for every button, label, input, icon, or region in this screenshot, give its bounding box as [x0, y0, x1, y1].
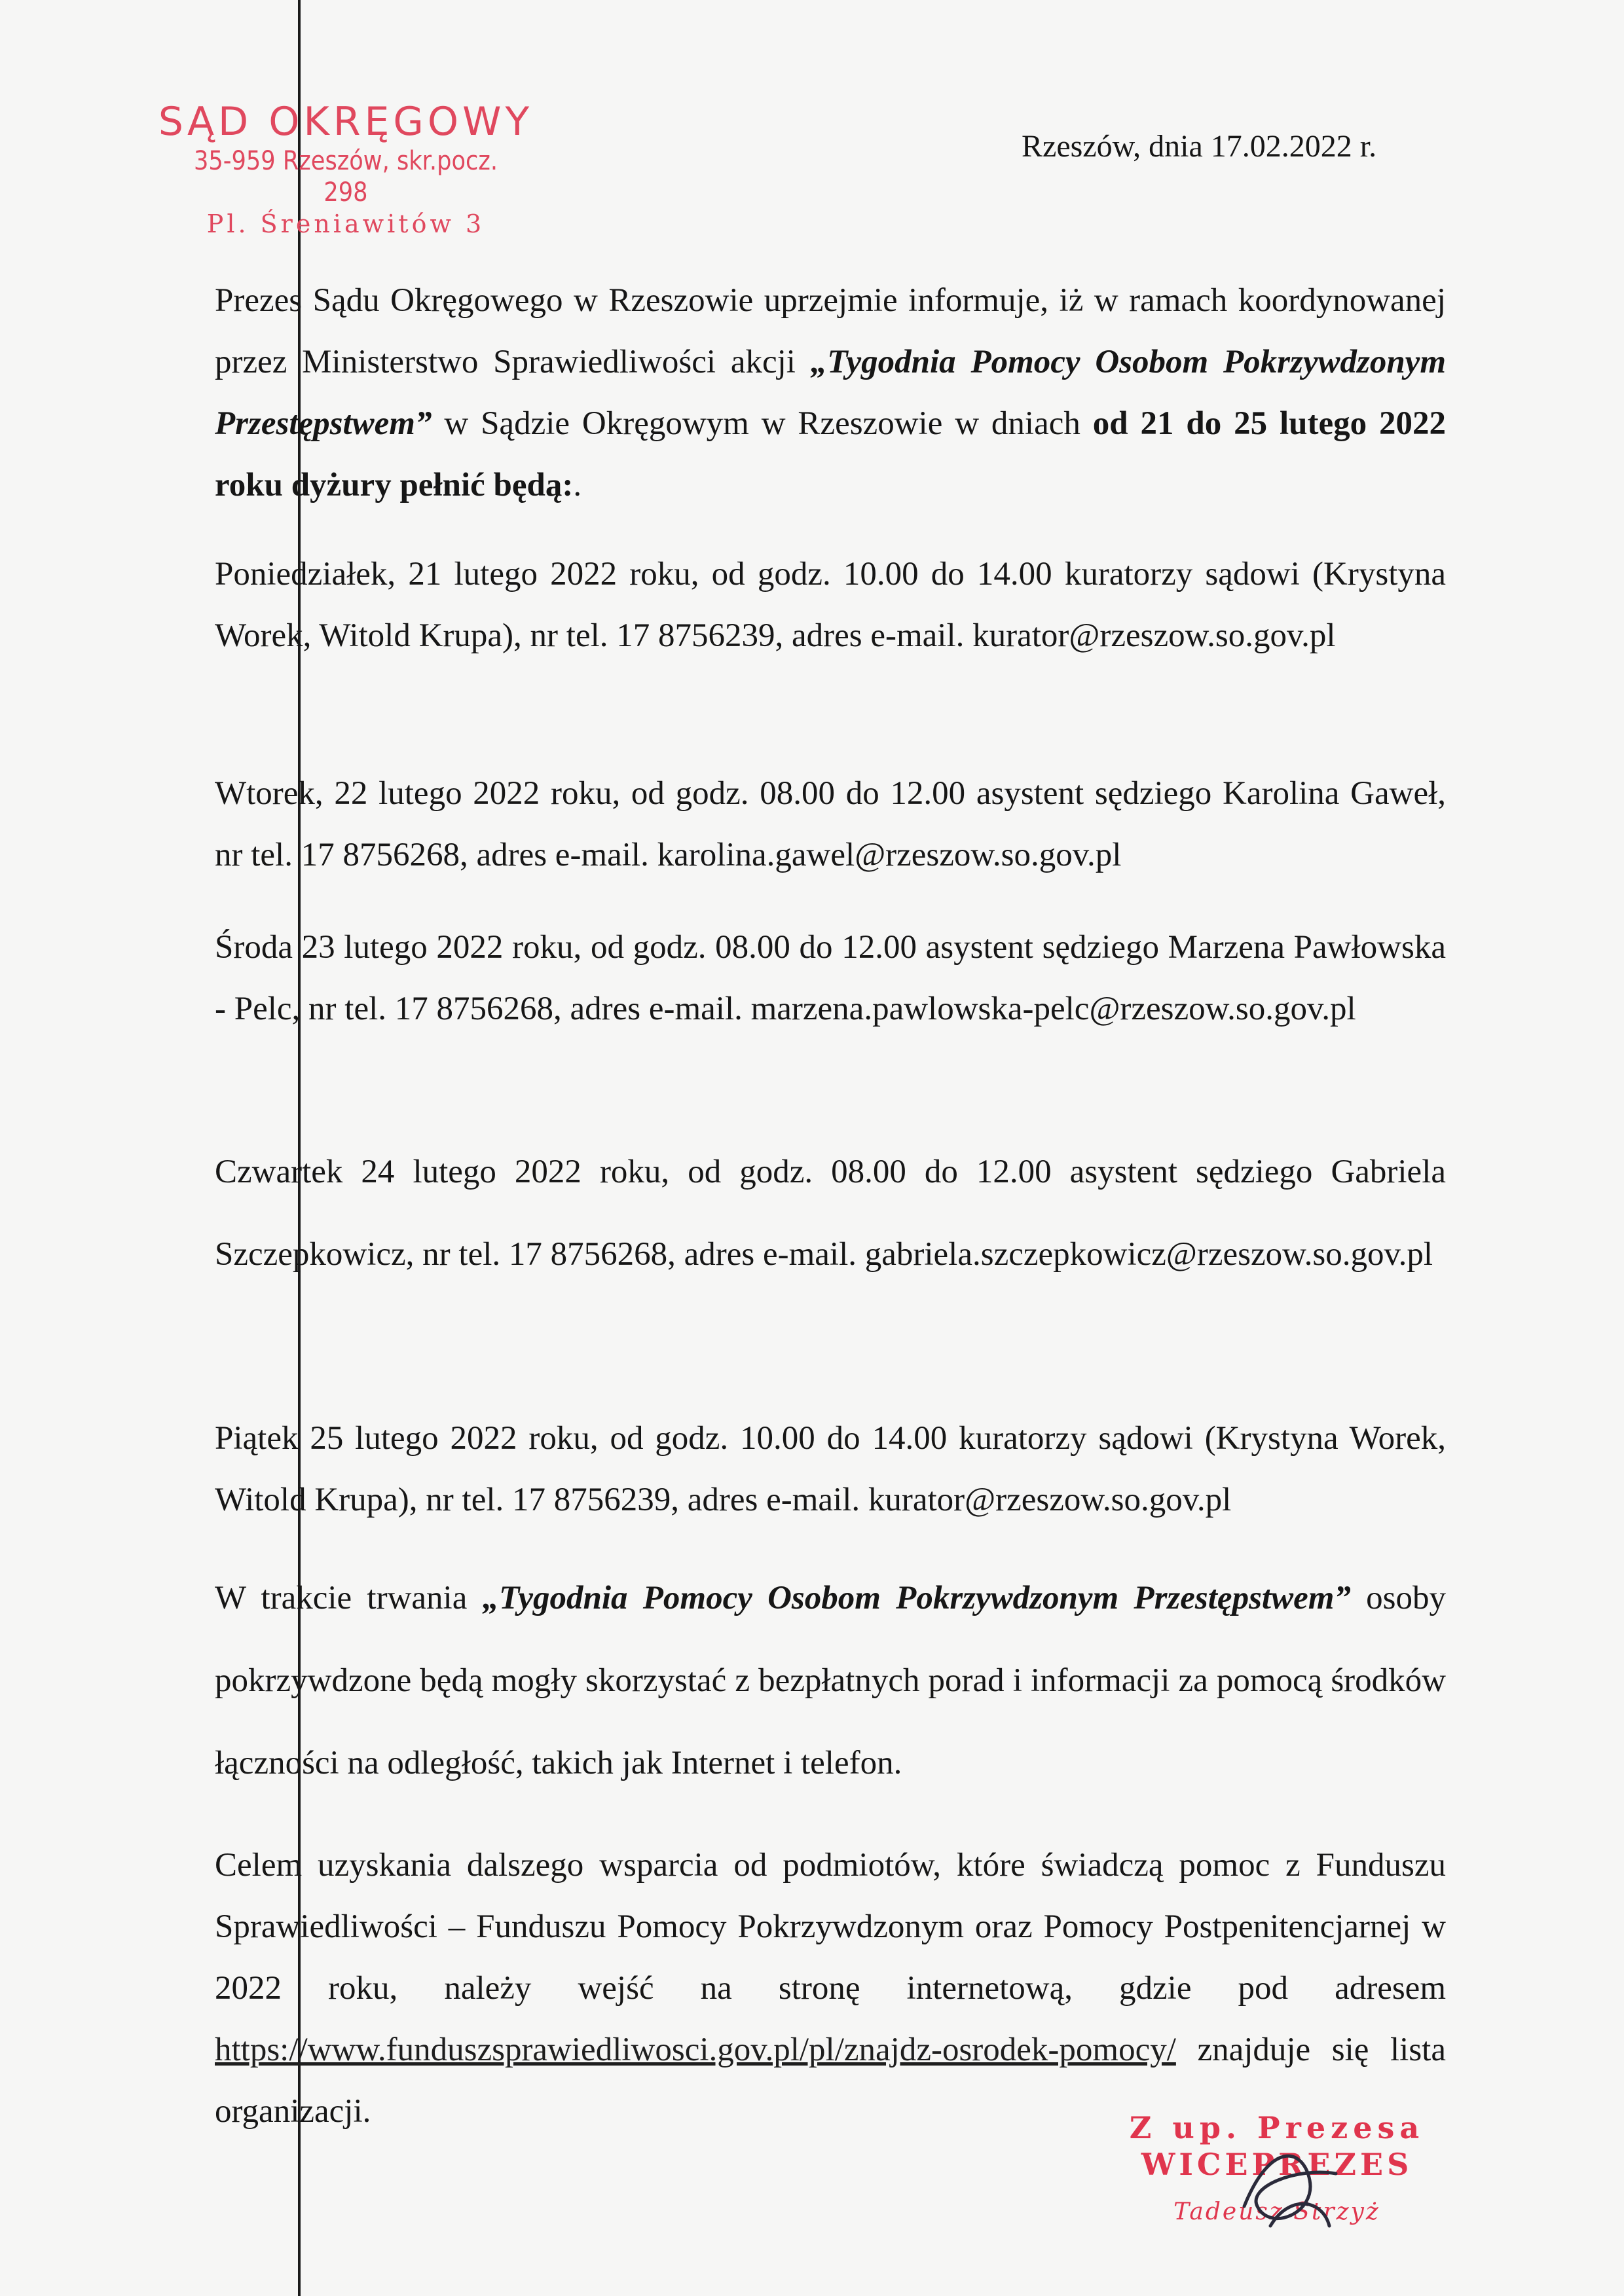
thursday-paragraph: Czwartek 24 lutego 2022 roku, od godz. 08.00 do 12.00 asystent sędziego Gabriela Szczepkowicz, nr tel. 17 8756268, adres e-mail. gabriela.szczepkowicz@rzeszow.so.gov.pl — [215, 1154, 1446, 1273]
handwritten-signature — [1231, 2128, 1349, 2246]
during-text: W trakcie trwania — [215, 1580, 483, 1616]
further-support-paragraph — [215, 1834, 1446, 2142]
signature-authority: Z up. Prezesa — [1129, 2110, 1425, 2145]
court-stamp — [149, 98, 542, 240]
intro-paragraph — [215, 270, 1446, 516]
signature-name: Tadeusz Strzyż — [1173, 2198, 1380, 2225]
document-date: Rzeszów, dnia 17.02.2022 r. — [1022, 129, 1377, 164]
tuesday-paragraph: Wtorek, 22 lutego 2022 roku, od godz. 08.00 do 12.00 asystent sędziego Karolina Gaweł, nr tel. 17 8756268, adres e-mail. karolina.gawel@rzeszow.so.gov.pl — [215, 775, 1446, 873]
signature-title: WICEPREZES — [1141, 2147, 1413, 2182]
further-text-2: znajduje się lista organizacji. — [215, 2032, 1446, 2130]
intro-text-2: w Sądzie Okręgowym w Rzeszowie w dniach — [432, 405, 1093, 442]
intro-end: . — [573, 467, 582, 503]
during-paragraph — [215, 1557, 1446, 1804]
during-text-2: osoby pokrzywdzone będą mogły skorzystać z bezpłatnych porad i informacji za pomocą środków łączności na odległość, takich jak Internet i telefon. — [215, 1580, 1446, 1781]
further-text: Celem uzyskania dalszego wsparcia od podmiotów, które świadczą pomoc z Funduszu Sprawiedliwości – Funduszu Pomocy Pokrzywdzonym oraz Pomocy Postpenitencjarnej w 2022 roku, należy wejść na stronę internetową, gdzie pod adresem — [215, 1847, 1446, 2007]
monday-paragraph: Poniedziałek, 21 lutego 2022 roku, od godz. 10.00 do 14.00 kuratorzy sądowi (Krystyna Worek, Witold Krupa), nr tel. 17 8756239, adres e-mail. kurator@rzeszow.so.gov.pl — [215, 556, 1446, 654]
stamp-address: 35-959 Rzeszów, skr.pocz. 298 — [193, 146, 498, 208]
campaign-name-2: „Tygodnia Pomocy Osobom Pokrzywdzonym Przestępstwem” — [482, 1580, 1351, 1616]
friday-paragraph: Piątek 25 lutego 2022 roku, od godz. 10.00 do 14.00 kuratorzy sądowi (Krystyna Worek, Witold Krupa), nr tel. 17 8756239, adres e-mail. kurator@rzeszow.so.gov.pl — [215, 1420, 1446, 1518]
stamp-court-name: SĄD OKRĘGOWY — [158, 99, 534, 145]
duty-dates: od 21 do 25 lutego 2022 roku dyżury pełnić będą: — [215, 405, 1446, 503]
campaign-name: „Tygodnia Pomocy Osobom Pokrzywdzonym Przestępstwem” — [215, 344, 1446, 442]
help-center-link[interactable]: https://www.funduszsprawiedliwosci.gov.pl/pl/znajdz-osrodek-pomocy/ — [215, 2032, 1176, 2068]
intro-text: Prezes Sądu Okręgowego w Rzeszowie uprzejmie informuje, iż w ramach koordynowanej przez Ministerstwo Sprawiedliwości akcji — [215, 282, 1446, 380]
stamp-street: Pl. Śreniawitów 3 — [206, 210, 485, 238]
wednesday-paragraph: Środa 23 lutego 2022 roku, od godz. 08.00 do 12.00 asystent sędziego Marzena Pawłowska - Pelc, nr tel. 17 8756268, adres e-mail. marzena.pawlowska-pelc@rzeszow.so.gov.pl — [215, 929, 1446, 1027]
